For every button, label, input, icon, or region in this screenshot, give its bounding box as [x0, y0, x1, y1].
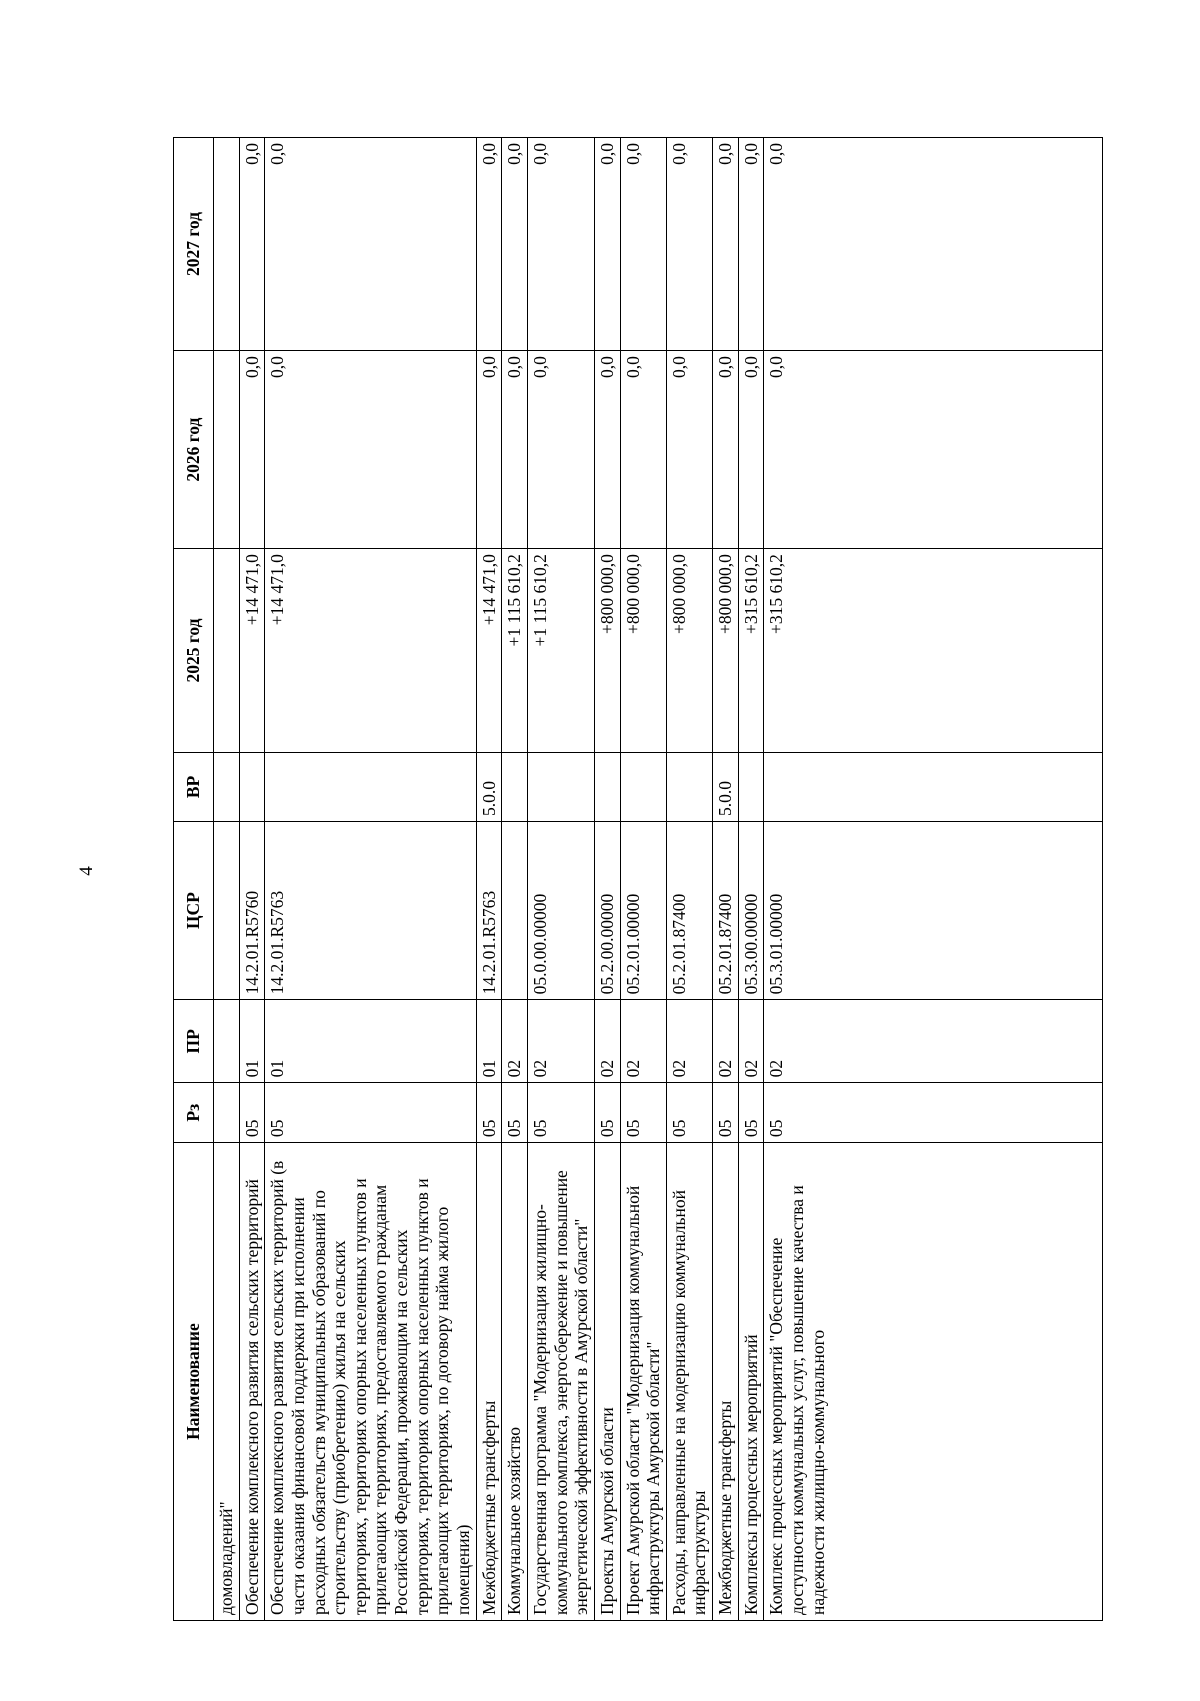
cell-vr: [666, 752, 712, 821]
table-row: [265, 138, 476, 1621]
cell-2026: 0,0: [527, 351, 594, 549]
cell-rz: 05: [594, 1083, 620, 1143]
header-vr: ВР: [174, 752, 214, 821]
header-2026: 2026 год: [174, 351, 214, 549]
cell-2026: 0,0: [476, 351, 502, 549]
cell-name: Расходы, направленные на модернизацию коммунальной инфраструктуры: [666, 1143, 712, 1621]
cell-pr: 02: [713, 1000, 739, 1083]
table-row: [476, 138, 502, 1621]
table-row: [666, 138, 712, 1621]
cell-name: Комплексы процессных мероприятий: [738, 1143, 764, 1621]
cell-rz: 05: [738, 1083, 764, 1143]
cell-vr: [214, 752, 240, 821]
table-row: [738, 138, 764, 1621]
table-row: [764, 138, 1103, 1621]
cell-pr: 01: [265, 1000, 476, 1083]
cell-csr: [502, 821, 528, 999]
cell-pr: 02: [502, 1000, 528, 1083]
cell-2027: 0,0: [620, 138, 666, 351]
cell-vr: [502, 752, 528, 821]
cell-2027: 0,0: [764, 138, 1103, 351]
cell-name: Обеспечение комплексного развития сельских территорий: [239, 1143, 265, 1621]
cell-csr: [214, 821, 240, 999]
cell-2027: 0,0: [527, 138, 594, 351]
cell-2027: 0,0: [666, 138, 712, 351]
cell-2026: 0,0: [594, 351, 620, 549]
cell-2026: 0,0: [738, 351, 764, 549]
cell-name: Коммунальное хозяйство: [502, 1143, 528, 1621]
cell-csr: 14.2.01.R5760: [239, 821, 265, 999]
header-csr: ЦСР: [174, 821, 214, 999]
table-row: [594, 138, 620, 1621]
rotated-table-wrapper: [173, 137, 1103, 1621]
cell-pr: 01: [239, 1000, 265, 1083]
cell-name: Государственная программа "Модернизация жилищно-коммунального комплекса, энергосбережение и повышение энергетической эффективности в Амурской области": [527, 1143, 594, 1621]
cell-pr: 02: [738, 1000, 764, 1083]
cell-2025: +14 471,0: [239, 549, 265, 753]
cell-name: Обеспечение комплексного развития сельских территорий (в части оказания финансовой поддержки при исполнении расходных обязательств муниципальных образований по строительству (приобретению) жилья на сельских территориях, территориях опорных населенных пунктов и прилегающих территориях, предоставляемого гражданам Российской Федерации, проживающим на сельских территориях, территориях опорных населенных пунктов и прилегающих территориях, по договору найма жилого помещения): [265, 1143, 476, 1621]
cell-2027: 0,0: [476, 138, 502, 351]
cell-2026: 0,0: [239, 351, 265, 549]
cell-rz: [214, 1083, 240, 1143]
cell-2025: [214, 549, 240, 753]
cell-2027: 0,0: [713, 138, 739, 351]
header-name: Наименование: [174, 1143, 214, 1621]
cell-csr: 14.2.01.R5763: [476, 821, 502, 999]
cell-2025: +315 610,2: [764, 549, 1103, 753]
cell-2026: 0,0: [713, 351, 739, 549]
cell-vr: 5.0.0: [713, 752, 739, 821]
cell-vr: [620, 752, 666, 821]
cell-csr: 05.2.01.00000: [620, 821, 666, 999]
cell-name: Проект Амурской области "Модернизация коммунальной инфраструктуры Амурской области": [620, 1143, 666, 1621]
cell-2027: 0,0: [265, 138, 476, 351]
table-body: [214, 138, 1103, 1621]
cell-2026: 0,0: [666, 351, 712, 549]
cell-csr: 05.2.01.87400: [666, 821, 712, 999]
cell-2025: +800 000,0: [713, 549, 739, 753]
cell-pr: 02: [666, 1000, 712, 1083]
cell-2025: +1 115 610,2: [527, 549, 594, 753]
cell-name: Межбюджетные трансферты: [713, 1143, 739, 1621]
cell-name: Проекты Амурской области: [594, 1143, 620, 1621]
header-2027: 2027 год: [174, 138, 214, 351]
cell-2027: 0,0: [239, 138, 265, 351]
cell-name: Комплекс процессных мероприятий "Обеспечение доступности коммунальных услуг, повышение качества и надежности жилищно-коммунального: [764, 1143, 1103, 1621]
cell-pr: [214, 1000, 240, 1083]
cell-2026: 0,0: [265, 351, 476, 549]
cell-name: Межбюджетные трансферты: [476, 1143, 502, 1621]
cell-2027: 0,0: [502, 138, 528, 351]
table-frame: [173, 137, 1103, 1621]
cell-vr: [594, 752, 620, 821]
cell-2027: 0,0: [594, 138, 620, 351]
cell-csr: 05.0.00.00000: [527, 821, 594, 999]
cell-rz: 05: [502, 1083, 528, 1143]
cell-rz: 05: [265, 1083, 476, 1143]
cell-rz: 05: [620, 1083, 666, 1143]
cell-2027: 0,0: [738, 138, 764, 351]
cell-pr: 02: [620, 1000, 666, 1083]
cell-pr: 02: [527, 1000, 594, 1083]
table-row: [502, 138, 528, 1621]
table-row: [527, 138, 594, 1621]
cell-pr: 02: [594, 1000, 620, 1083]
cell-rz: 05: [764, 1083, 1103, 1143]
cell-rz: 05: [713, 1083, 739, 1143]
cell-rz: 05: [476, 1083, 502, 1143]
budget-table: [173, 137, 1103, 1621]
cell-vr: 5.0.0: [476, 752, 502, 821]
cell-csr: 14.2.01.R5763: [265, 821, 476, 999]
cell-2025: +1 115 610,2: [502, 549, 528, 753]
cell-vr: [527, 752, 594, 821]
cell-2026: 0,0: [764, 351, 1103, 549]
cell-2026: [214, 351, 240, 549]
cell-csr: 05.3.00.00000: [738, 821, 764, 999]
table-row: [239, 138, 265, 1621]
cell-vr: [738, 752, 764, 821]
table-row: [620, 138, 666, 1621]
cell-csr: 05.2.01.87400: [713, 821, 739, 999]
cell-2025: +800 000,0: [594, 549, 620, 753]
cell-2025: +315 610,2: [738, 549, 764, 753]
cell-rz: 05: [666, 1083, 712, 1143]
header-rz: Рз: [174, 1083, 214, 1143]
cell-csr: 05.3.01.00000: [764, 821, 1103, 999]
cell-2025: +800 000,0: [620, 549, 666, 753]
cell-rz: 05: [239, 1083, 265, 1143]
cell-name: домовладений": [214, 1143, 240, 1621]
cell-rz: 05: [527, 1083, 594, 1143]
table-row: [214, 138, 240, 1621]
cell-2026: 0,0: [620, 351, 666, 549]
header-2025: 2025 год: [174, 549, 214, 753]
cell-2027: [214, 138, 240, 351]
cell-2025: +800 000,0: [666, 549, 712, 753]
cell-2026: 0,0: [502, 351, 528, 549]
cell-pr: 01: [476, 1000, 502, 1083]
cell-vr: [764, 752, 1103, 821]
cell-vr: [239, 752, 265, 821]
header-pr: ПР: [174, 1000, 214, 1083]
cell-2025: +14 471,0: [265, 549, 476, 753]
cell-pr: 02: [764, 1000, 1103, 1083]
table-row: [713, 138, 739, 1621]
table-header-row: [174, 138, 214, 1621]
cell-2025: +14 471,0: [476, 549, 502, 753]
cell-vr: [265, 752, 476, 821]
page-number: 4: [75, 866, 97, 876]
cell-csr: 05.2.00.00000: [594, 821, 620, 999]
